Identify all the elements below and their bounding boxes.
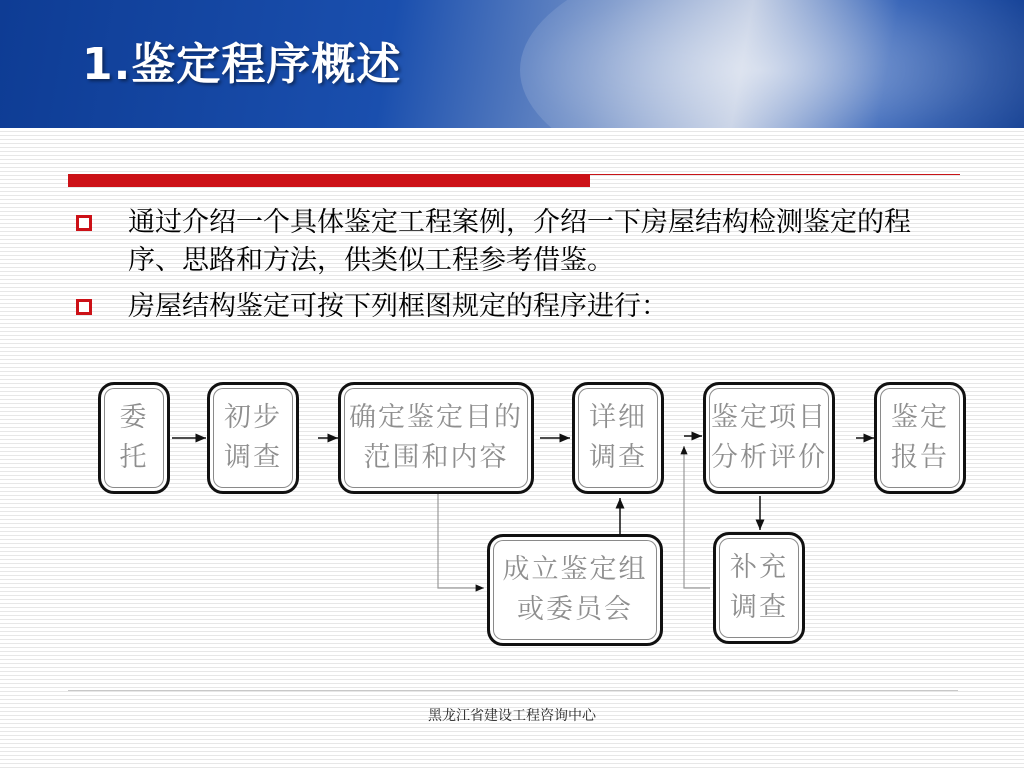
node-entrust (98, 382, 170, 494)
square-bullet-icon (76, 215, 92, 231)
node-detailed-line-2: 调查 (589, 442, 647, 473)
bullet-item (76, 204, 956, 280)
slide-title: 1.鉴定程序概述 (82, 39, 402, 90)
node-form-team (487, 534, 663, 646)
node-preliminary-survey (207, 382, 299, 494)
node-analysis-line-1: 鉴定项目 (711, 402, 827, 433)
square-bullet-icon (76, 299, 92, 315)
node-team-line-1: 成立鉴定组 (502, 554, 648, 585)
node-report-line-2: 报告 (891, 442, 949, 473)
header-decoration (520, 0, 1024, 128)
slide-header (0, 0, 1024, 128)
node-report (874, 382, 966, 494)
node-preliminary-line-2: 调查 (224, 442, 282, 473)
node-scope-line-1: 确定鉴定目的 (349, 402, 523, 433)
node-scope-line-2: 范围和内容 (363, 442, 509, 473)
node-entrust-line-1: 委 (119, 402, 149, 433)
footer-organization: 黑龙江省建设工程咨询中心 (428, 708, 596, 724)
bullet-list (76, 204, 956, 334)
node-define-scope (338, 382, 534, 494)
node-analysis-evaluation (703, 382, 835, 494)
node-supplement-line-2: 调查 (730, 592, 788, 623)
node-supplementary-survey (713, 532, 805, 644)
node-team-line-2: 或委员会 (517, 594, 633, 625)
bullet-text: 通过介绍一个具体鉴定工程案例，介绍一下房屋结构检测鉴定的程序、思路和方法，供类似工程参考借鉴。 (128, 207, 911, 276)
node-analysis-line-2: 分析评价 (711, 442, 827, 473)
connector-scope-to-team (438, 494, 484, 588)
title-divider-bar (68, 175, 590, 187)
node-entrust-line-2: 托 (119, 442, 149, 473)
connector-supplement-loop (684, 446, 710, 588)
bullet-item (76, 288, 956, 326)
node-detailed-survey (572, 382, 664, 494)
bullet-text: 房屋结构鉴定可按下列框图规定的程序进行： (128, 291, 668, 322)
node-preliminary-line-1: 初步 (224, 402, 282, 433)
node-detailed-line-1: 详细 (589, 402, 647, 433)
footer-divider (68, 690, 958, 691)
node-report-line-1: 鉴定 (891, 402, 949, 433)
node-supplement-line-1: 补充 (730, 552, 788, 583)
